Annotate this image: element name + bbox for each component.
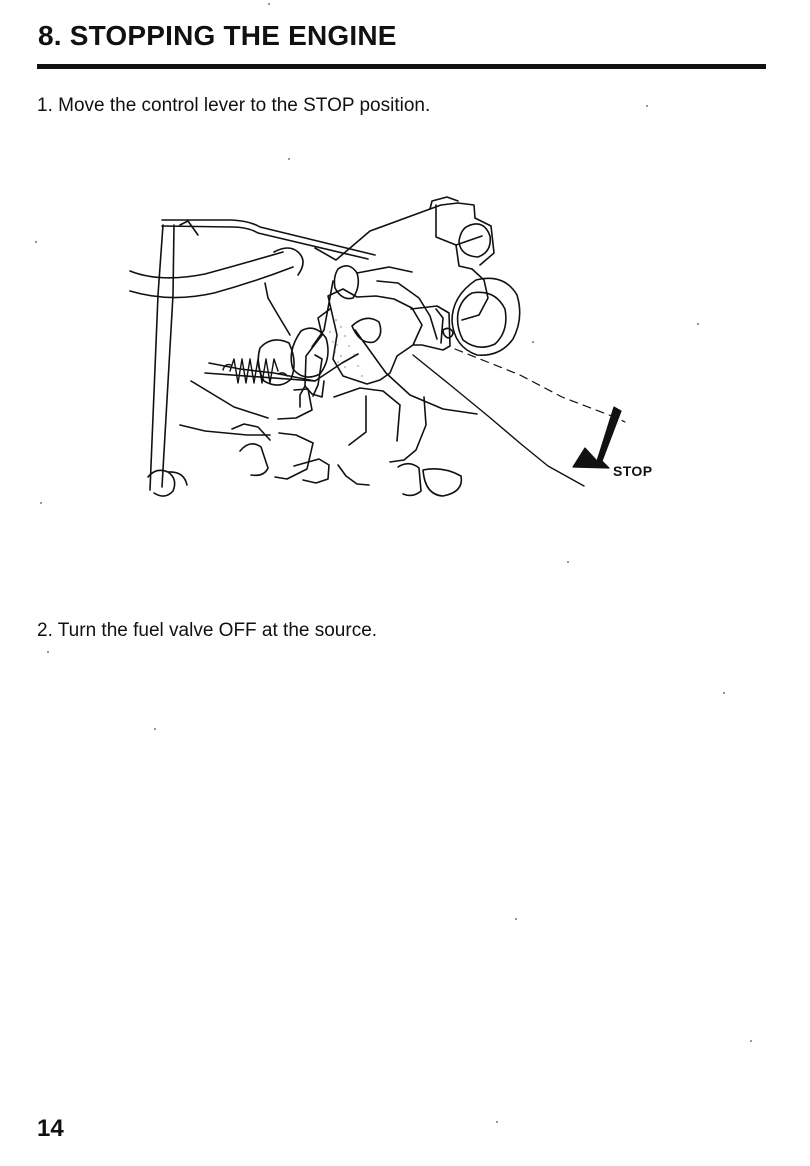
scan-speck	[723, 692, 725, 694]
page-title: 8. STOPPING THE ENGINE	[38, 20, 397, 51]
engine-control-lever-drawing	[110, 185, 670, 515]
page-number: 14	[37, 1115, 64, 1142]
scan-speck	[154, 728, 156, 730]
scan-speck	[47, 651, 49, 653]
scan-speck	[268, 3, 270, 5]
scan-speck	[646, 105, 648, 107]
engine-control-lever-illustration	[110, 185, 670, 515]
scan-speck	[496, 1121, 498, 1123]
scan-speck	[35, 241, 37, 243]
scan-speck	[532, 341, 534, 343]
scan-speck	[697, 323, 699, 325]
stop-position-label: STOP	[613, 463, 653, 479]
scan-speck	[288, 158, 290, 160]
scan-speck	[750, 1040, 752, 1042]
scan-speck	[567, 561, 569, 563]
scan-speck	[40, 502, 42, 504]
step-1-text: 1. Move the control lever to the STOP position.	[37, 95, 431, 116]
title-rule	[37, 64, 766, 69]
scan-speck	[515, 918, 517, 920]
step-2-text: 2. Turn the fuel valve OFF at the source.	[37, 620, 378, 641]
